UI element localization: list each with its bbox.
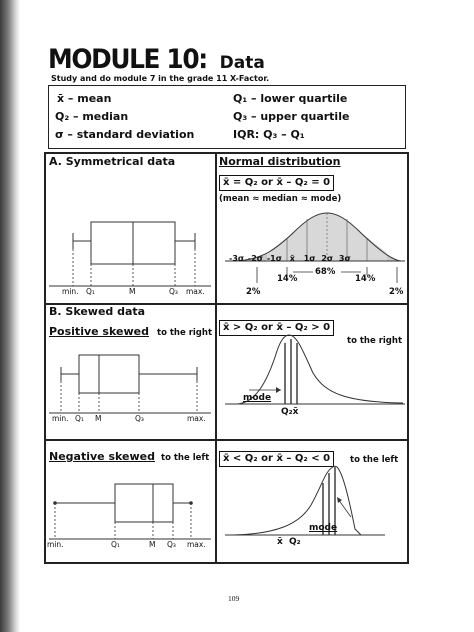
- positive-mean-label: x̄: [292, 407, 299, 417]
- symmetric-min-label: min.: [62, 287, 79, 296]
- symmetric-q1-label: Q₁: [86, 287, 95, 296]
- negative-curve-labels: [277, 537, 301, 547]
- legend-mean: x̄ – mean: [57, 92, 112, 105]
- negative-m-label: M: [149, 540, 156, 549]
- positive-curve-labels: [281, 407, 298, 417]
- negative-max-label: max.: [187, 540, 206, 549]
- positive-q1-label: Q₁: [75, 414, 84, 423]
- sigma-mean: x̄: [289, 254, 295, 263]
- positive-curve: [215, 303, 406, 439]
- sigma-pos1: 1σ: [303, 254, 316, 263]
- positive-mode-label: mode: [243, 393, 272, 403]
- positive-m-label: M: [95, 414, 102, 423]
- negative-heading: Negative skewed: [49, 450, 155, 463]
- negative-formula-direction: to the left: [350, 455, 399, 465]
- sigma-labels: [229, 254, 351, 263]
- normal-note: (mean ≈ median ≈ mode): [219, 194, 342, 204]
- positive-formula: x̄ > Q₂ or x̄ – Q₂ > 0: [219, 320, 334, 336]
- normal-curve: [215, 153, 406, 303]
- sigma-neg3: -3σ: [229, 254, 245, 263]
- page-number: 109: [228, 594, 240, 603]
- positive-max-label: max.: [187, 414, 206, 423]
- percent-center: 68%: [315, 267, 336, 277]
- symmetric-q3-label: Q₃: [169, 287, 178, 296]
- legend-iqr: IQR: Q₃ – Q₁: [233, 128, 305, 141]
- negative-q1-label: Q₁: [111, 540, 120, 549]
- negative-q3-label: Q₃: [167, 540, 176, 549]
- sigma-pos3: 3σ: [338, 254, 351, 263]
- legend-q1: Q₁ – lower quartile: [233, 92, 348, 105]
- negative-curve: [215, 439, 406, 561]
- sigma-neg1: -1σ: [266, 254, 282, 263]
- skewed-heading: B. Skewed data: [49, 305, 146, 318]
- normal-heading: Normal distribution: [219, 155, 341, 168]
- percent-inner-left: 14%: [277, 274, 298, 284]
- binder-shadow: [0, 0, 20, 632]
- symmetric-heading-text: A. Symmetrical data: [49, 155, 176, 168]
- diagram-grid: [44, 152, 409, 564]
- legend-median: Q₂ – median: [55, 110, 129, 123]
- sigma-neg2: -2σ: [247, 254, 264, 263]
- positive-q2-label: Q₂: [281, 407, 293, 417]
- positive-formula-direction: to the right: [347, 336, 403, 346]
- module-title: MODULE 10:: [48, 44, 207, 75]
- negative-mode-label: mode: [309, 523, 338, 533]
- notation-legend: [48, 85, 406, 149]
- percent-outer-left: 2%: [246, 287, 261, 297]
- instruction-text: Study and do module 7 in the grade 11 X-Factor.: [51, 74, 270, 83]
- positive-heading: Positive skewed: [49, 325, 149, 338]
- legend-q3: Q₃ – upper quartile: [233, 110, 350, 123]
- page-title: [48, 44, 265, 75]
- positive-min-label: min.: [52, 414, 69, 423]
- legend-sd: σ – standard deviation: [55, 128, 195, 141]
- positive-direction: to the right: [157, 328, 213, 338]
- symmetric-boxplot: [45, 153, 215, 303]
- sigma-pos2: 2σ: [321, 254, 334, 263]
- positive-q3-label: Q₃: [135, 414, 144, 423]
- symmetric-max-label: max.: [186, 287, 205, 296]
- percent-inner-right: 14%: [355, 274, 376, 284]
- negative-formula: x̄ < Q₂ or x̄ – Q₂ < 0: [219, 451, 334, 467]
- percent-outer-right: 2%: [389, 287, 404, 297]
- negative-direction: to the left: [161, 453, 210, 463]
- negative-mean-label: x̄: [277, 537, 283, 547]
- symmetric-m-label: M: [129, 287, 136, 296]
- negative-q2-label: Q₂: [288, 537, 301, 547]
- negative-min-label: min.: [47, 540, 64, 549]
- module-topic: Data: [219, 53, 265, 73]
- normal-formula: x̄ = Q₂ or x̄ – Q₂ = 0: [219, 175, 334, 191]
